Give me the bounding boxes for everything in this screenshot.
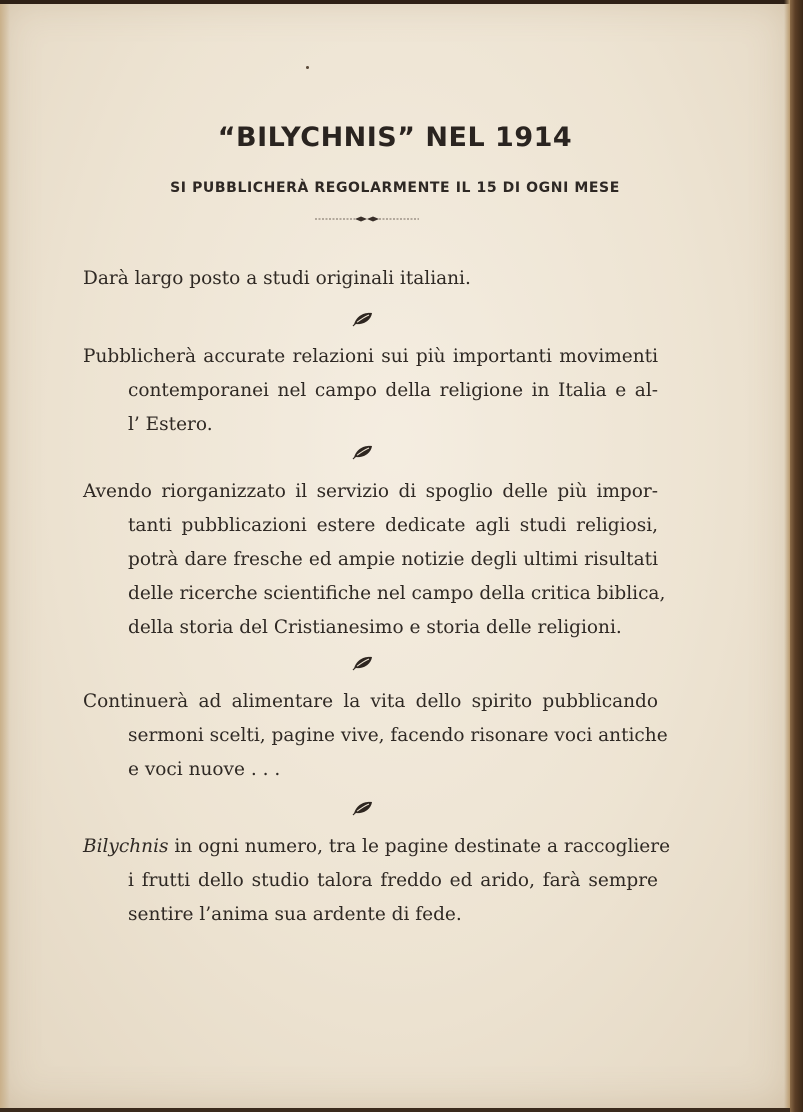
paragraph-line: Darà largo posto a studi originali italiani. xyxy=(83,268,471,289)
paper-speck xyxy=(306,66,309,69)
paragraph-line: delle ricerche scientifiche nel campo della critica biblica, xyxy=(128,583,666,604)
paragraph-line: contemporanei nel campo della religione in Italia e al- xyxy=(128,380,658,401)
paragraph-line: l’ Estero. xyxy=(128,414,213,435)
paragraph-line: sermoni scelti, pagine vive, facendo risonare voci antiche xyxy=(128,725,668,746)
paragraph-line: Pubblicherà accurate relazioni sui più importanti movimenti xyxy=(83,346,658,367)
paragraph-5 xyxy=(83,830,671,932)
paragraph-line-rest: in ogni numero, tra le pagine destinate a raccogliere xyxy=(168,836,671,857)
paragraph-line: potrà dare fresche ed ampie notizie degli ultimi risultati xyxy=(128,549,658,570)
paragraph-line: tanti pubblicazioni estere dedicate agli studi religiosi, xyxy=(128,515,658,536)
page-title: “BILYCHNIS” NEL 1914 xyxy=(217,122,573,153)
paragraph-1 xyxy=(83,262,658,296)
journal-name-italic: Bilychnis xyxy=(83,836,169,857)
paragraph-line: sentire l’anima sua ardente di fede. xyxy=(128,904,462,925)
decorative-rule-icon xyxy=(315,214,419,224)
page-top-edge xyxy=(0,0,790,4)
paragraph-line xyxy=(83,830,671,864)
paragraph-4 xyxy=(83,685,668,787)
leaf-fleuron-icon xyxy=(352,311,374,327)
paragraph-2 xyxy=(83,340,658,442)
paragraph-line: della storia del Cristianesimo e storia delle religioni. xyxy=(128,617,622,638)
leaf-fleuron-icon xyxy=(352,800,374,816)
page-subtitle: SI PUBBLICHERÀ REGOLARMENTE IL 15 DI OGNI MESE xyxy=(170,180,620,196)
paragraph-line: i frutti dello studio talora freddo ed arido, farà sempre xyxy=(128,870,658,891)
book-spine-edge xyxy=(790,0,803,1112)
paragraph-3 xyxy=(83,475,666,645)
leaf-fleuron-icon xyxy=(352,655,374,671)
paragraph-line: Continuerà ad alimentare la vita dello spirito pubblicando xyxy=(83,691,658,712)
paragraph-line: Avendo riorganizzato il servizio di spoglio delle più impor- xyxy=(83,481,658,502)
leaf-fleuron-icon xyxy=(352,444,374,460)
paragraph-line: e voci nuove . . . xyxy=(128,759,281,780)
